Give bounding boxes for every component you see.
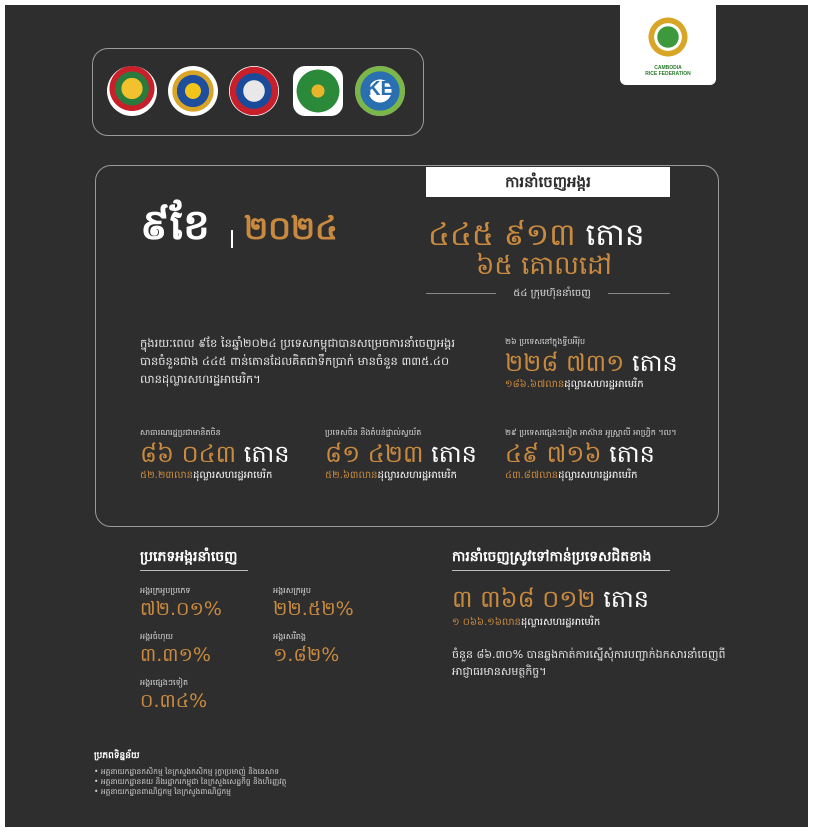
source-item: • អគ្គនាយកដ្ឋានពាណិជ្ជកម្ម នៃក្រសួងពាណិជ្ជកម្ម bbox=[94, 787, 286, 797]
sources-title: ប្រភពទិន្នន័យ bbox=[94, 751, 140, 761]
type-label-organic: អង្ករសរីរាង្គ bbox=[273, 632, 307, 641]
type-label-white: អង្ករសក្រអូប bbox=[273, 586, 311, 595]
summary-description: ក្នុងរយៈពេល ៩ខែ នៃឆ្នាំ២០២៤ ប្រទេសកម្ពុជាបានសម្រេចការនាំចេញអង្ករបានចំនួនជាង ៤៤៥ ពាន់តោនដែលគិតជាទឹកប្រាក់ មានចំនួន ៣៣៥.៤០ លានដុល្លារសហរដ្ឋអាមេរិក។ bbox=[140, 336, 456, 386]
market-label-china-pr: សាធារណរដ្ឋប្រជាមានិតចិន bbox=[140, 428, 221, 437]
crf-logo-text: CAMBODIA RICE FEDERATION bbox=[645, 65, 691, 77]
type-label-parboiled: អង្ករចំហុយ bbox=[140, 632, 174, 641]
rice-types-title: ប្រភេទអង្ករនាំចេញ bbox=[140, 549, 238, 565]
ke-logo: KE bbox=[355, 66, 405, 116]
type-value-fragrant: ៧២.០១% bbox=[140, 598, 222, 620]
market-amount-others: ៤៩ ៧១៦ តោន bbox=[505, 440, 655, 468]
source-item: • អគ្គនាយកដ្ឋានកសិកម្ម នៃក្រសួងកសិកម្ម រុក្ខាប្រមាញ់ និងនេសាទ bbox=[94, 767, 286, 777]
market-usd-europe: ១៨៦.៦៧លានដុល្លារសហរដ្ឋអាមេរិក bbox=[505, 379, 644, 390]
type-label-fragrant: អង្ករក្រអូបប្រភេទ bbox=[140, 586, 191, 595]
divider-left bbox=[426, 293, 496, 294]
market-usd-others: ៤៣.៨៧លានដុល្លារសហរដ្ឋអាមេរិក bbox=[505, 470, 638, 481]
period-months: ៩ខែ bbox=[140, 200, 210, 249]
market-amount-china-regions: ៨១ ៤២៣ តោន bbox=[325, 440, 477, 468]
companies-count: ៥៤ ក្រុមហ៊ុននាំចេញ bbox=[513, 288, 591, 299]
partner-logos-panel bbox=[92, 48, 424, 136]
type-value-other: ០.៣៤% bbox=[140, 690, 208, 712]
type-value-white: ២២.៥២% bbox=[273, 598, 354, 620]
divider-right bbox=[608, 293, 670, 294]
green-badge-logo bbox=[293, 66, 343, 116]
rice-types-underline bbox=[140, 570, 248, 571]
rice-export-tag: ការនាំចេញអង្ករ bbox=[426, 167, 670, 197]
total-export-amount: ៤៤៥ ៩១៣ តោន bbox=[428, 217, 645, 253]
type-value-organic: ១.៨២% bbox=[273, 644, 340, 666]
market-amount-europe: ២២៨ ៧៣១ តោន bbox=[505, 349, 678, 377]
paddy-export-underline bbox=[452, 570, 670, 571]
source-item: • អគ្គនាយកដ្ឋានគយ និងរដ្ឋាករកម្ពុជា នៃក្រសួងសេដ្ឋកិច្ច និងហិរញ្ញវត្ថុ bbox=[94, 777, 286, 787]
market-amount-china-pr: ៨៦ ០៤៣ តោន bbox=[140, 440, 290, 468]
crf-emblem-logo bbox=[646, 15, 690, 59]
market-label-others: ២៩ ប្រទេសផ្សេងៗទៀត អាស៊ាន អូស្ត្រាលី អាហ្វ្រិក ។ល។ bbox=[505, 428, 677, 437]
ministry-seal-logo bbox=[168, 66, 218, 116]
paddy-export-usd: ១ ០៦៦.១៦លានដុល្លារសហរដ្ឋអាមេរិក bbox=[452, 617, 601, 628]
type-label-other: អង្ករផ្សេងៗទៀត bbox=[140, 678, 189, 687]
ship-seal-logo bbox=[229, 66, 279, 116]
market-usd-china-pr: ៥២.២៣លានដុល្លារសហរដ្ឋអាមេរិក bbox=[140, 470, 273, 481]
sources-list bbox=[94, 767, 286, 797]
market-label-china-regions: ប្រទេសចិន និងតំបន់ផ្ទាល់ស្វយ័ត bbox=[325, 428, 422, 437]
market-label-europe: ២៦ ប្រទេសនៅក្នុងទ្វីបអឺរ៉ុប bbox=[505, 337, 586, 346]
market-usd-china-regions: ៥២.៦៣លានដុល្លារសហរដ្ឋអាមេរិក bbox=[325, 470, 457, 481]
crf-logo-panel bbox=[620, 5, 716, 85]
paddy-export-amount: ៣ ៣៦៨ ០១២ តោន bbox=[452, 585, 649, 613]
period-year: ២០២៤ bbox=[244, 209, 338, 247]
period-divider bbox=[231, 230, 233, 248]
type-value-parboiled: ៣.៣១% bbox=[140, 644, 211, 666]
paddy-export-title: ការនាំចេញស្រូវទៅកាន់ប្រទេសជិតខាង bbox=[452, 549, 652, 565]
ministry-emblem-logo bbox=[107, 66, 157, 116]
paddy-export-note: ចំនួន ៨៦.៣០% បានឆ្លងកាត់ការស្នើសុំការបញ្ជាក់ឯកសារនាំចេញពីអាជ្ញាធរមានសមត្ថកិច្ច។ bbox=[452, 648, 726, 678]
destinations-count: ៦៥ គោលដៅ bbox=[476, 251, 612, 281]
